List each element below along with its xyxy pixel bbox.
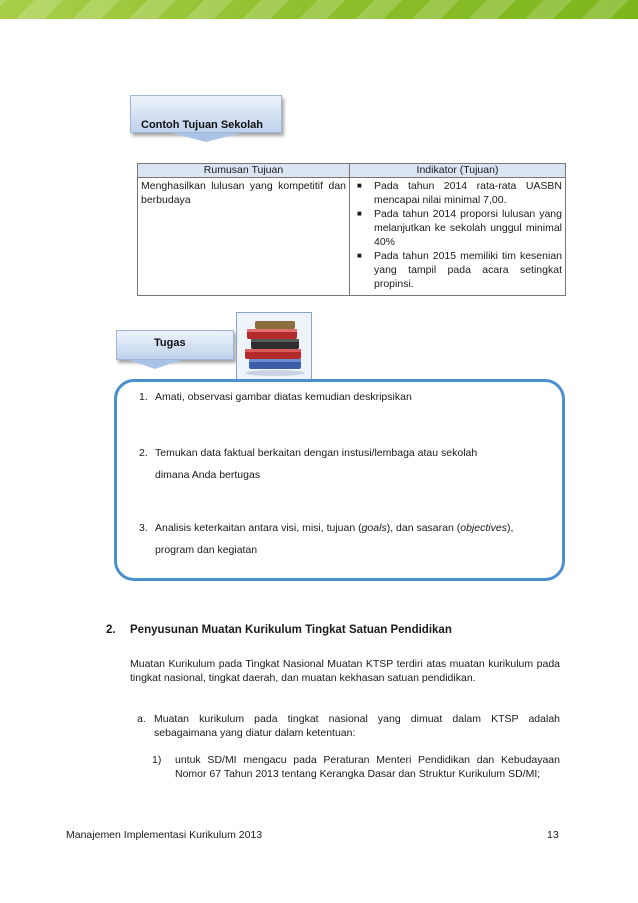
goal-cell: Menghasilkan lulusan yang kompetitif dan berbudaya <box>138 178 350 296</box>
list-item-1: 1) untuk SD/MI mengacu pada Peraturan Menteri Pendidikan dan Kebudayaan Nomor 67 Tahun 2013 tentang Kerangka Dasar dan Struktur Kurikulum SD/MI; <box>152 754 560 780</box>
section-heading: 2. Penyusunan Muatan Kurikulum Tingkat Satuan Pendidikan <box>106 624 452 636</box>
task-banner-arrow <box>129 360 181 369</box>
square-bullet-icon: ■ <box>357 181 362 190</box>
table-header-indicator: Indikator (Tujuan) <box>350 164 566 178</box>
section-paragraph: Muatan Kurikulum pada Tingkat Nasional Muatan KTSP terdiri atas muatan kurikulum pada tingkat nasional, tingkat daerah, dan muatan kekhasan satuan pendidikan. <box>130 658 560 684</box>
example-banner-label: Contoh Tujuan Sekolah <box>141 119 264 131</box>
goal-table <box>137 163 566 296</box>
task-banner <box>116 330 234 360</box>
indicator-item: ■ Pada tahun 2014 proporsi lulusan yang melanjutkan ke sekolah unggul minimal 40% <box>357 208 562 248</box>
books-icon <box>236 312 312 382</box>
indicator-cell <box>350 178 566 296</box>
footer-title: Manajemen Implementasi Kurikulum 2013 <box>66 829 263 841</box>
indicator-item: ■ Pada tahun 2015 memiliki tim kesenian yang tampil pada acara setingkat propinsi. <box>357 250 562 290</box>
square-bullet-icon: ■ <box>357 209 362 218</box>
top-decorative-bar <box>0 0 638 19</box>
task-banner-label: Tugas <box>154 337 186 349</box>
example-banner <box>130 95 282 133</box>
indicator-item: ■ Pada tahun 2014 rata-rata UASBN mencapai nilai minimal 7,00. <box>357 180 562 206</box>
list-item-a: a. Muatan kurikulum pada tingkat nasional yang dimuat dalam KTSP adalah sebagaimana yang diatur dalam ketentuan: <box>137 713 560 739</box>
table-row <box>138 178 566 296</box>
task-box: 1. Amati, observasi gambar diatas kemudian deskripsikan 2. Temukan data faktual berkaitan dengan instusi/lembaga atau sekolah dimana Anda bertugas 3. Analisis keterkaitan antara visi, misi, tujuan (goals), dan sasaran (objectives), program dan kegiatan <box>114 379 565 581</box>
page-number: 13 <box>547 829 559 841</box>
example-banner-arrow <box>172 133 240 142</box>
square-bullet-icon: ■ <box>357 251 362 260</box>
table-header-goal: Rumusan Tujuan <box>138 164 350 178</box>
